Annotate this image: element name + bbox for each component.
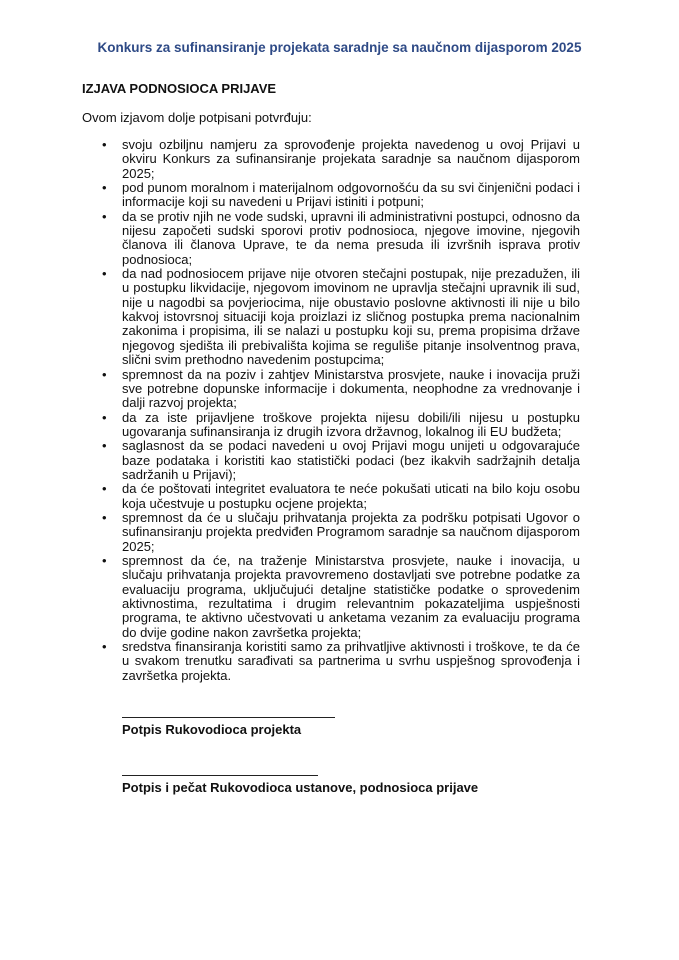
list-item: • saglasnost da se podaci navedeni u ovoj Prijavi mogu unijeti u odgovarajuće baze podataka i koristiti kao statistički podaci (bez ikakvih sadržajnih detalja sadržanih u Prijavi); bbox=[122, 439, 580, 482]
declaration-list bbox=[122, 138, 580, 683]
list-item: • sredstva finansiranja koristiti samo za prihvatljive aktivnosti i troškove, te da će u svakom trenutku sarađivati sa partnerima u svrhu uspješnog sprovođenja i završetka projekta. bbox=[122, 640, 580, 683]
list-item: • da se protiv njih ne vode sudski, upravni ili administrativni postupci, odnosno da nijesu započeti sudski sporovi protiv podnosioca, njegove imovine, njegovih članova ili članova Uprave, te da nema presuda ili izvršnih isprava protiv podnosioca; bbox=[122, 210, 580, 267]
signature-label: Potpis i pečat Rukovodioca ustanove, podnosioca prijave bbox=[122, 780, 479, 795]
list-item: • da nad podnosiocem prijave nije otvoren stečajni postupak, nije prezadužen, ili u postupku likvidacije, njegovom imovinom ne upravlja stečajni upravnik ili sud, nije u nagodbi sa povjeriocima, nije obustavio poslovne aktivnosti ili nije u bilo kakvoj istovrsnoj situaciji koja proizlazi iz sličnog postupka prema nacionalnim zakonima i propisima, ili se nalazi u postupku koji su, prema propisima države njegovog sjedišta ili prebivališta kojima se reguliše pitanje insolventnog prava, slični svim prethodno navedenim postupcima; bbox=[122, 267, 580, 367]
list-item: • da za iste prijavljene troškove projekta nijesu dobili/ili nijesu u postupku ugovaranja sufinansiranja iz drugih izvora državnog, lokalnog ili EU budžeta; bbox=[122, 411, 580, 440]
list-item: • spremnost da će u slučaju prihvatanja projekta za podršku potpisati Ugovor o sufinansiranju projekta predviđen Programom saradnje sa naučnom dijasporom 2025; bbox=[122, 511, 580, 554]
signature-line bbox=[122, 775, 318, 776]
list-item: • spremnost da će, na traženje Ministarstva prosvjete, nauke i inovacija, u slučaju prihvatanja projekta pravovremeno dostavljati sve potrebne podatke za evaluaciju programa, uključujući detaljne statističke podatke o sprovedenim aktivnostima, rezultatima i drugim relevantnim pokazateljima uspješnosti programa, te aktivno učestvovati u anketama vezanim za evaluaciju programa do dvije godine nakon završetka projekta; bbox=[122, 554, 580, 640]
list-item: • pod punom moralnom i materijalnom odgovornošću da su svi činjenični podaci i informacije koji su navedeni u Prijavi istiniti i potpuni; bbox=[122, 181, 580, 210]
signature-label: Potpis Rukovodioca projekta bbox=[122, 722, 302, 737]
intro-text: Ovom izjavom dolje potpisani potvrđuju: bbox=[82, 110, 312, 125]
list-item: • svoju ozbiljnu namjeru za sprovođenje projekta navedenog u ovoj Prijavi u okviru Konkurs za sufinansiranje projekata saradnje sa naučnom dijasporom 2025; bbox=[122, 138, 580, 181]
signature-block-project-lead bbox=[122, 717, 335, 737]
signature-line bbox=[122, 717, 335, 718]
signature-block-institution-head bbox=[122, 775, 478, 795]
document-title: Konkurs za sufinansiranje projekata saradnje sa naučnom dijasporom 2025 bbox=[97, 40, 582, 55]
section-heading: IZJAVA PODNOSIOCA PRIJAVE bbox=[82, 81, 277, 96]
list-item: • da će poštovati integritet evaluatora te neće pokušati uticati na bilo koju osobu koja učestvuje u postupku ocjene projekta; bbox=[122, 482, 580, 511]
list-item: • spremnost da na poziv i zahtjev Ministarstva prosvjete, nauke i inovacija pruži sve potrebne dopunske informacije i dokumenta, neophodne za vrednovanje i dalji razvoj projekta; bbox=[122, 368, 580, 411]
